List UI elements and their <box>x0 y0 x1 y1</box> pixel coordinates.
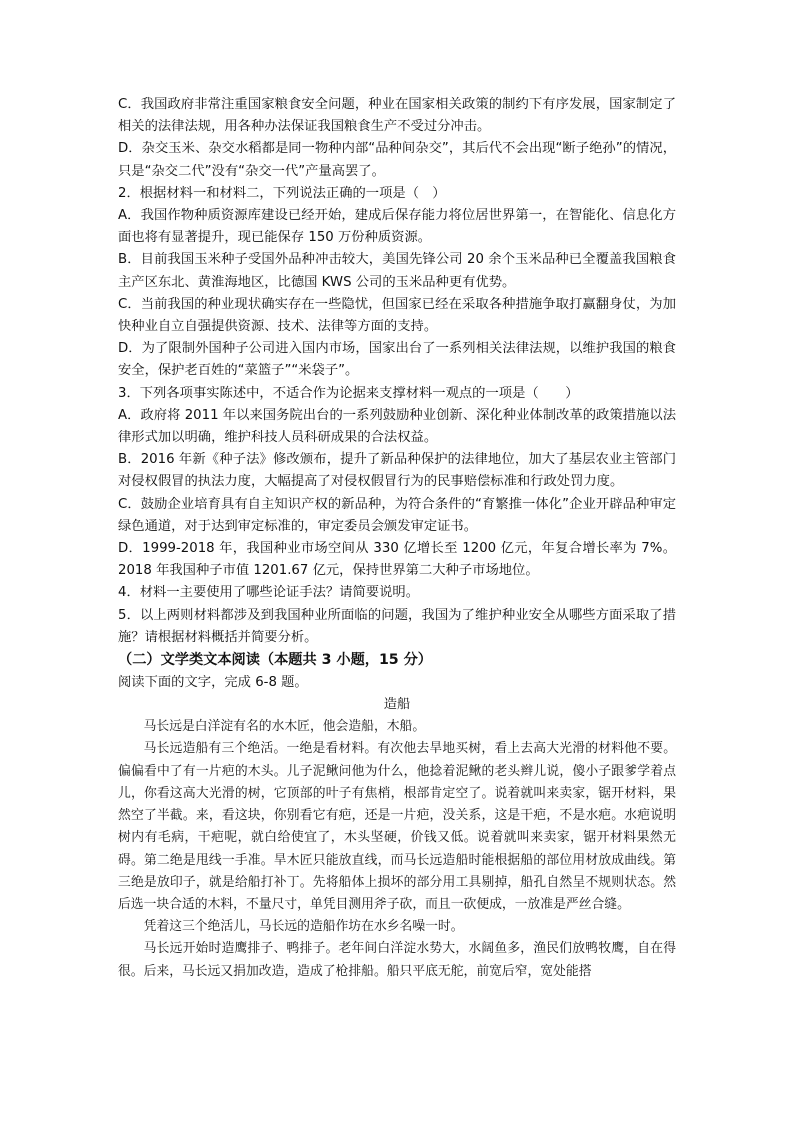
story-title: 造船 <box>383 696 411 712</box>
story-paragraph: 马长远开始时造鹰排子、鸭排子。老年间白洋淀水势大，水阔鱼多，渔民们放鸭牧鹰，自在得很。后来，马长远又捐加改造，造成了枪排船。船只平底无舵，前宽后窄，宽处能搭 <box>118 941 676 979</box>
q3-option-a: A．政府将 2011 年以来国务院出台的一系列鼓励种业创新、深化种业体制改革的政策措施以法律形式加以明确，维护科技人员科研成果的合法权益。 <box>118 407 676 446</box>
q2-option-b: B．目前我国玉米种子受国外品种冲击较大，美国先锋公司 20 余个玉米品种已全覆盖我国粮食主产区东北、黄淮海地区，比德国 KWS 公司的玉米品种更有优势。 <box>118 252 676 290</box>
q2-option-a: A．我国作物种质资源库建设已经开始，建成后保存能力将位居世界第一，在智能化、信息化方面也将有显著提升，现已能保存 150 万份种质资源。 <box>118 208 676 246</box>
q5: 5．以上两则材料都涉及到我国种业所面临的问题，我国为了维护种业安全从哪些方面采取了措施？请根据材料概括并简要分析。 <box>118 607 676 645</box>
story-paragraph: 凭着这三个绝活儿，马长远的造船作坊在水乡名噪一时。 <box>143 919 464 935</box>
q3-stem: 3．下列各项事实陈述中，不适合作为论据来支撑材料一观点的一项是（ ） <box>118 385 579 401</box>
q3-option-b: B．2016 年新《种子法》修改颁布，提升了新品种保护的法律地位，加大了基层农业主管部门对侵权假冒的执法力度，大幅提高了对侵权假冒行为的民事赔偿标准和行政处罚力度。 <box>118 452 676 490</box>
q1-option-c: C．我国政府非常注重国家粮食安全问题，种业在国家相关政策的制约下有序发展，国家制定了相关的法律法规，用各种办法保证我国粮食生产不受过分冲击。 <box>118 97 676 135</box>
section-2-title: （二）文学类文本阅读（本题共 3 小题，15 分） <box>118 652 432 669</box>
q1-option-d: D．杂交玉米、杂交水稻都是同一物种内部“品种间杂交”，其后代不会出现“断子绝孙”的情况，只是“杂交二代”没有“杂交一代”产量高罢了。 <box>118 141 676 179</box>
q2-option-d: D．为了限制外国种子公司进入国内市场，国家出台了一系列相关法律法规，以维护我国的粮食安全，保护老百姓的“菜篮子”“米袋子”。 <box>118 341 676 379</box>
q2-option-c: C．当前我国的种业现状确实存在一些隐忧，但国家已经在采取各种措施争取打赢翻身仗，为加快种业自立自强提供资源、技术、法律等方面的支持。 <box>118 296 676 335</box>
document-page <box>118 94 676 983</box>
q2-stem: 2．根据材料一和材料二，下列说法正确的一项是（ ） <box>118 185 446 201</box>
story-paragraph: 马长远造船有三个绝活。一绝是看材料。有次他去旱地买树，看上去高大光滑的材料他不要。偏偏看中了有一片疤的木头。儿子泥鳅问他为什么，他捻着泥鳅的老头辫儿说，傻小子跟爹学着点儿，你看这高大光滑的树，它顶部的叶子有焦梢，根部肯定空了。说着就叫来卖家，锯开材料，果然空了半截。来，看这块，你别看它有疤，还是一片疤，没关系，这是干疤，不是水疤。水疤说明树内有毛病，干疤呢，就白给使宜了，木头坚硬，价钱又低。说着就叫来卖家，锯开材料果然无碍。第二绝是甩线一手准。旱木匠只能放直线，而马长远造船时能根据船的部位用材放成曲线。第三绝是放印子，就是给船打补丁。先将船体上损坏的部分用工具剔掉，船孔自然呈不规则状态。然后选一块合适的木料，不量尺寸，单凭目测用斧子砍，而且一砍便成，一放准是严丝合缝。 <box>118 741 676 912</box>
q3-option-d: D．1999-2018 年，我国种业市场空间从 330 亿增长至 1200 亿元，年复合增长率为 7%。2018 年我国种子市值 1201.67 亿元，保持世界第二大种子市场地位。 <box>118 541 676 579</box>
story-paragraph: 马长远是白洋淀有名的水木匠，他会造船，木船。 <box>143 719 426 735</box>
q3-option-c: C．鼓励企业培育具有自主知识产权的新品种，为符合条件的“育繁推一体化”企业开辟品种审定绿色通道，对于达到审定标准的，审定委员会颁发审定证书。 <box>118 496 676 534</box>
q4: 4．材料一主要使用了哪些论证手法？请简要说明。 <box>118 585 419 601</box>
story-body <box>118 716 676 982</box>
section-2-instruction: 阅读下面的文字，完成 6-8 题。 <box>118 674 308 690</box>
